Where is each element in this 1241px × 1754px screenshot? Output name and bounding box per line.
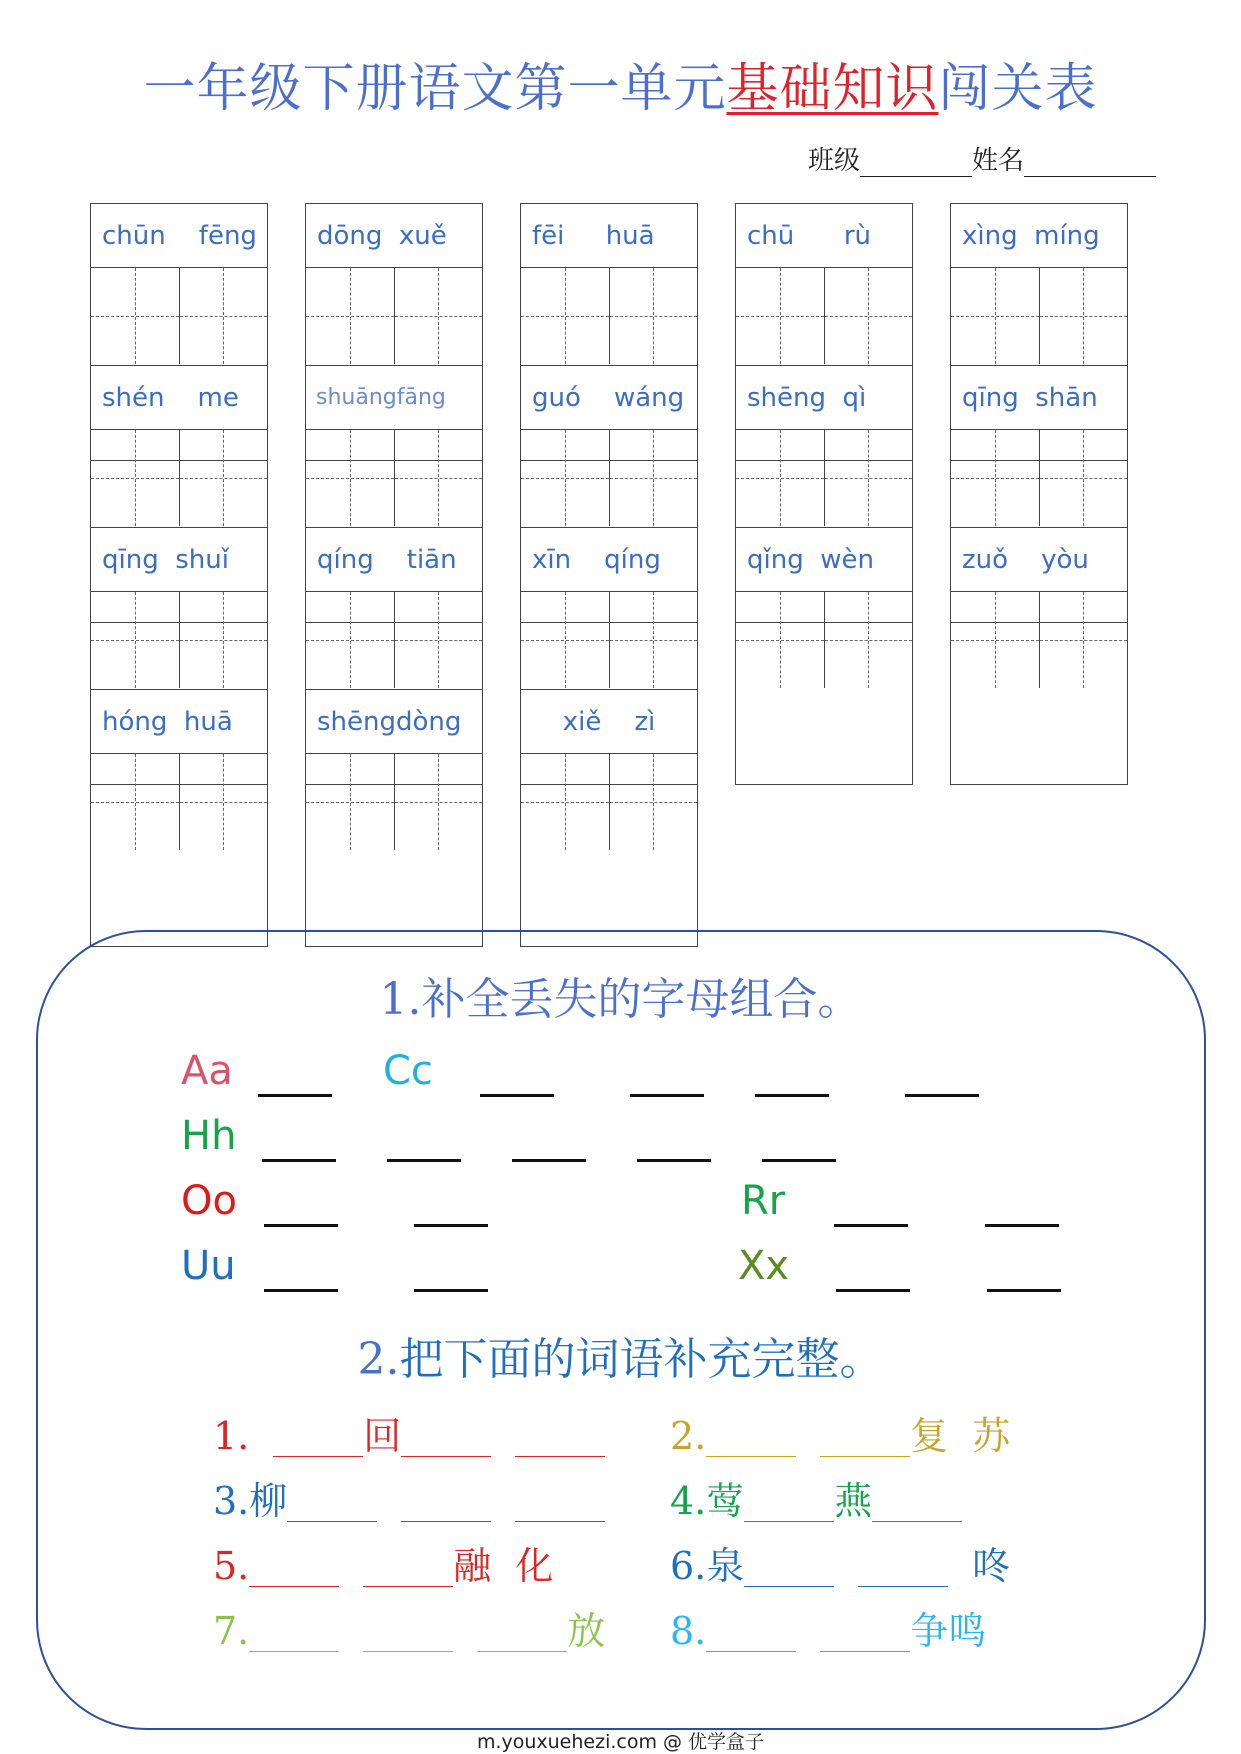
fill-item-4 (670, 1470, 962, 1525)
pinyin-label: xiě zì (521, 690, 697, 754)
letter-blank[interactable] (987, 1289, 1061, 1292)
writing-cell[interactable] (824, 592, 913, 688)
fill-blank[interactable] (515, 1483, 605, 1522)
class-field[interactable] (860, 146, 972, 177)
writing-cell[interactable] (609, 268, 698, 364)
writing-cell[interactable] (951, 268, 1039, 364)
writing-cell[interactable] (394, 754, 483, 850)
writing-cell[interactable] (91, 268, 179, 364)
writing-cell[interactable] (1039, 268, 1128, 364)
item-number: 4. (670, 1479, 707, 1523)
writing-cell[interactable] (521, 754, 609, 850)
letter-blank[interactable] (755, 1094, 829, 1097)
title-part1: 一年级下册语文第一单元 (143, 59, 727, 119)
fill-blank[interactable] (744, 1483, 834, 1522)
pinyin-label: hóng huā (91, 690, 267, 754)
pinyin-label: xīn qíng (521, 528, 697, 592)
pinyin-label: shēngdòng (306, 690, 482, 754)
letter-blank[interactable] (834, 1224, 908, 1227)
writing-cell[interactable] (951, 430, 1039, 526)
letter-blank[interactable] (512, 1159, 586, 1162)
writing-cell[interactable] (394, 430, 483, 526)
footer-credit: m.youxuehezi.com @ 优学盒子 (476, 1731, 765, 1753)
writing-cell[interactable] (179, 268, 268, 364)
writing-cell[interactable] (394, 268, 483, 364)
writing-cell[interactable] (306, 430, 394, 526)
pinyin-label: guó wáng (521, 366, 697, 430)
section2-title (0, 1323, 1241, 1387)
writing-cell[interactable] (91, 754, 179, 850)
fill-item-5 (213, 1535, 553, 1590)
fill-item-2 (670, 1405, 1010, 1460)
given-char: 莺 (706, 1479, 745, 1523)
fill-blank[interactable] (401, 1483, 491, 1522)
pinyin-label: qǐng wèn (736, 528, 912, 592)
word-box-qingwen (735, 527, 913, 785)
writing-cell[interactable] (306, 592, 394, 688)
writing-cell[interactable] (306, 268, 394, 364)
section2-text: 把下面的词语补充完整。 (399, 1334, 884, 1385)
letter-blank[interactable] (264, 1289, 338, 1292)
writing-cell[interactable] (521, 268, 609, 364)
given-char: 回 (363, 1414, 402, 1458)
given-char: 争鸣 (910, 1609, 987, 1653)
pinyin-label: chūn fēng (91, 204, 267, 268)
fill-blank[interactable] (872, 1483, 962, 1522)
pinyin-label: fēi huā (521, 204, 697, 268)
fill-blank[interactable] (249, 1613, 339, 1652)
letter-blank[interactable] (985, 1224, 1059, 1227)
pinyin-label: zuǒ yòu (951, 528, 1127, 592)
pinyin-label: chū rù (736, 204, 912, 268)
fill-blank[interactable] (363, 1613, 453, 1652)
writing-cell[interactable] (179, 592, 268, 688)
pinyin-label: xìng míng (951, 204, 1127, 268)
item-number: 3. (213, 1479, 250, 1523)
name-field[interactable] (1024, 146, 1156, 177)
pinyin-label: shēng qì (736, 366, 912, 430)
word-box-xiezi (520, 689, 698, 947)
writing-cell[interactable] (91, 592, 179, 688)
given-char: 苏 (972, 1414, 1011, 1458)
given-char: 燕 (834, 1479, 873, 1523)
letter-blank[interactable] (905, 1094, 979, 1097)
word-box-shengdong (305, 689, 483, 947)
letter-blank[interactable] (762, 1159, 836, 1162)
letter-blank[interactable] (258, 1094, 332, 1097)
given-char: 融 (453, 1544, 492, 1588)
writing-cell[interactable] (609, 754, 698, 850)
writing-cell[interactable] (521, 430, 609, 526)
letter-rr: Rr (741, 1178, 786, 1224)
word-box-zuoyou (950, 527, 1128, 785)
writing-cell[interactable] (824, 268, 913, 364)
item-number: 8. (670, 1609, 707, 1653)
student-info (808, 140, 1156, 177)
letter-blank[interactable] (630, 1094, 704, 1097)
given-char: 柳 (249, 1479, 288, 1523)
letter-blank[interactable] (414, 1224, 488, 1227)
writing-cell[interactable] (736, 592, 824, 688)
fill-blank[interactable] (363, 1548, 453, 1587)
writing-cell[interactable] (609, 430, 698, 526)
writing-cell[interactable] (91, 430, 179, 526)
fill-blank[interactable] (706, 1418, 796, 1457)
letter-blank[interactable] (264, 1224, 338, 1227)
fill-item-8 (670, 1600, 986, 1655)
fill-item-7 (213, 1600, 605, 1655)
item-number: 1. (213, 1414, 250, 1458)
pinyin-label: shuāngfāng (306, 366, 482, 430)
letter-oo: Oo (181, 1178, 237, 1224)
class-label: 班级 (808, 146, 861, 176)
item-number: 2. (670, 1414, 707, 1458)
writing-cell[interactable] (824, 430, 913, 526)
fill-blank[interactable] (858, 1548, 948, 1587)
letter-blank[interactable] (480, 1094, 554, 1097)
writing-cell[interactable] (1039, 430, 1128, 526)
fill-blank[interactable] (401, 1418, 491, 1457)
given-char: 复 (910, 1414, 949, 1458)
fill-blank[interactable] (515, 1418, 605, 1457)
word-box-honghua (90, 689, 268, 947)
title-highlight: 基础知识 (726, 59, 939, 119)
fill-blank[interactable] (287, 1483, 377, 1522)
fill-item-3 (213, 1470, 605, 1525)
letter-xx: Xx (738, 1243, 790, 1289)
fill-blank[interactable] (706, 1613, 796, 1652)
item-number: 6. (670, 1544, 707, 1588)
pinyin-label: qīng shān (951, 366, 1127, 430)
item-number: 5. (213, 1544, 250, 1588)
fill-blank[interactable] (820, 1418, 910, 1457)
writing-cell[interactable] (179, 754, 268, 850)
pinyin-label: qīng shuǐ (91, 528, 267, 592)
letter-blank[interactable] (414, 1289, 488, 1292)
letter-blank[interactable] (637, 1159, 711, 1162)
letter-blank[interactable] (387, 1159, 461, 1162)
fill-blank[interactable] (273, 1418, 363, 1457)
name-label: 姓名 (972, 146, 1025, 176)
fill-item-6 (670, 1535, 1010, 1590)
letter-hh: Hh (181, 1113, 237, 1159)
pinyin-label: qíng tiān (306, 528, 482, 592)
writing-cell[interactable] (521, 592, 609, 688)
writing-cell[interactable] (394, 592, 483, 688)
writing-cell[interactable] (736, 430, 824, 526)
pinyin-label: dōng xuě (306, 204, 482, 268)
pinyin-label: shén me (91, 366, 267, 430)
letter-blank[interactable] (836, 1289, 910, 1292)
writing-cell[interactable] (609, 592, 698, 688)
fill-blank[interactable] (477, 1613, 567, 1652)
letter-blank[interactable] (262, 1159, 336, 1162)
writing-cell[interactable] (736, 268, 824, 364)
section1-title: 1.补全丢失的字母组合。 (379, 974, 862, 1025)
fill-blank[interactable] (820, 1613, 910, 1652)
writing-cell[interactable] (306, 754, 394, 850)
page-title (0, 46, 1241, 121)
fill-item-1 (213, 1405, 605, 1460)
writing-cell[interactable] (951, 592, 1039, 688)
fill-blank[interactable] (744, 1548, 834, 1587)
letter-aa: Aa (181, 1048, 233, 1094)
given-char: 咚 (972, 1544, 1011, 1588)
given-char: 泉 (706, 1544, 745, 1588)
title-part2: 闯关表 (938, 59, 1098, 119)
given-char: 化 (515, 1544, 554, 1588)
letter-cc: Cc (383, 1048, 433, 1094)
writing-cell[interactable] (1039, 592, 1128, 688)
writing-cell[interactable] (179, 430, 268, 526)
item-number: 7. (213, 1609, 250, 1653)
section2-number: 2. (357, 1334, 400, 1385)
fill-blank[interactable] (249, 1548, 339, 1587)
letter-uu: Uu (181, 1243, 236, 1289)
given-char: 放 (567, 1609, 606, 1653)
